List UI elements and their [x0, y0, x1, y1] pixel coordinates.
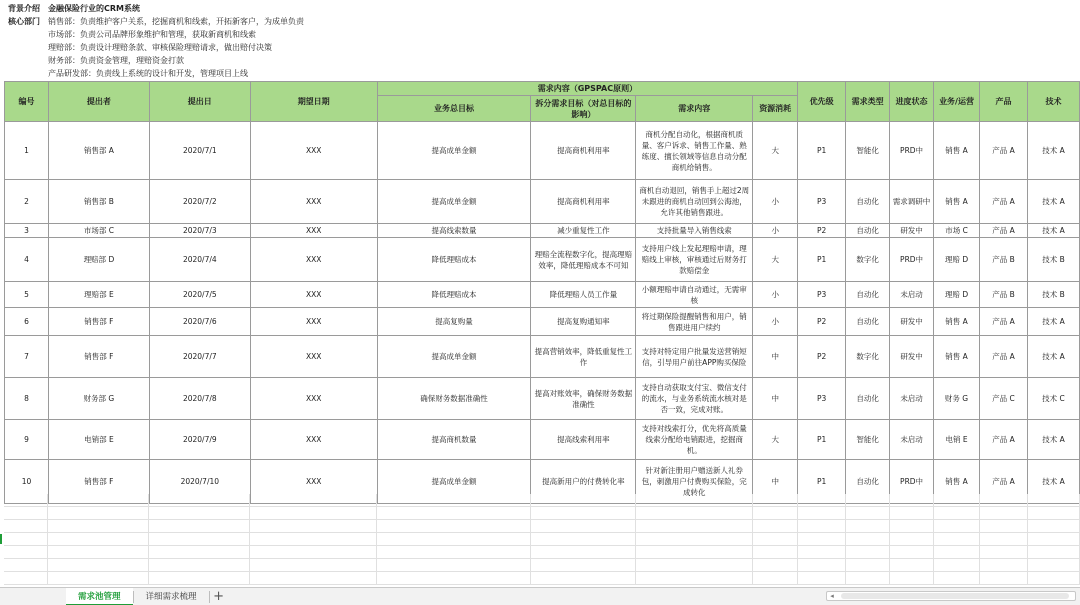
empty-cell[interactable] [798, 507, 846, 519]
header-biz[interactable]: 业务/运营 [934, 82, 980, 122]
intro-title-text[interactable]: 金融保险行业的CRM系统 [48, 4, 140, 13]
header-expected-date[interactable]: 期望日期 [250, 82, 377, 122]
empty-cell[interactable] [636, 520, 753, 532]
header-proposer[interactable]: 提出者 [48, 82, 149, 122]
cell-priority[interactable]: P2 [798, 336, 846, 378]
cell-tech[interactable]: 技术 A [1027, 180, 1079, 224]
cell-date[interactable]: 2020/7/1 [149, 122, 250, 180]
cell-goal[interactable]: 降低理赔成本 [377, 238, 531, 282]
cell-tech[interactable]: 技术 B [1027, 282, 1079, 308]
cell-priority[interactable]: P1 [798, 460, 846, 504]
cell-status[interactable]: 需求调研中 [890, 180, 934, 224]
cell-sub-goal[interactable]: 提高复购通知率 [531, 308, 636, 336]
cell-goal[interactable]: 提高成单金额 [377, 122, 531, 180]
empty-cell[interactable] [934, 572, 980, 584]
empty-cell[interactable] [753, 572, 798, 584]
cell-expected-date[interactable]: XXX [250, 282, 377, 308]
cell-id[interactable]: 2 [5, 180, 49, 224]
cell-proposer[interactable]: 销售部 A [48, 122, 149, 180]
empty-cell[interactable] [149, 559, 250, 571]
cell-status[interactable]: 未启动 [890, 378, 934, 420]
cell-tech[interactable]: 技术 A [1027, 122, 1079, 180]
cell-goal[interactable]: 提高线索数量 [377, 224, 531, 238]
cell-proposer[interactable]: 财务部 G [48, 378, 149, 420]
intro-dept-line[interactable]: 销售部：负责维护客户关系，挖掘商机和线索，开拓新客户，为成单负责 [48, 17, 304, 26]
cell-id[interactable]: 5 [5, 282, 49, 308]
cell-resource[interactable]: 大 [753, 238, 798, 282]
cell-tech[interactable]: 技术 B [1027, 238, 1079, 282]
table-row[interactable] [5, 378, 1080, 420]
empty-cell[interactable] [846, 520, 890, 532]
cell-priority[interactable]: P3 [798, 378, 846, 420]
cell-content[interactable]: 支持批量导入销售线索 [636, 224, 753, 238]
empty-cell[interactable] [48, 507, 149, 519]
cell-biz[interactable]: 理赔 D [934, 282, 980, 308]
cell-product[interactable]: 产品 A [980, 308, 1028, 336]
empty-cell[interactable] [531, 520, 636, 532]
cell-content[interactable]: 针对新注册用户赠送新人礼券包，刺激用户付费购买保险，完成转化 [636, 460, 753, 504]
empty-cell[interactable] [4, 533, 48, 545]
empty-cell[interactable] [980, 572, 1028, 584]
cell-status[interactable]: PRD中 [890, 122, 934, 180]
empty-cell[interactable] [1028, 533, 1080, 545]
empty-cell[interactable] [934, 533, 980, 545]
cell-goal[interactable]: 提高成单金额 [377, 336, 531, 378]
empty-cell[interactable] [377, 494, 531, 506]
cell-type[interactable]: 自动化 [846, 224, 890, 238]
cell-product[interactable]: 产品 B [980, 238, 1028, 282]
empty-cell[interactable] [798, 572, 846, 584]
cell-resource[interactable]: 中 [753, 460, 798, 504]
cell-expected-date[interactable]: XXX [250, 180, 377, 224]
cell-product[interactable]: 产品 A [980, 180, 1028, 224]
cell-status[interactable]: PRD中 [890, 460, 934, 504]
empty-cell[interactable] [149, 546, 250, 558]
empty-grid-row[interactable] [4, 546, 1080, 559]
intro-dept-line[interactable]: 市场部：负责公司品牌形象维护和管理，获取新商机和线索 [48, 30, 256, 39]
header-id[interactable]: 编号 [5, 82, 49, 122]
empty-grid-row[interactable] [4, 520, 1080, 533]
cell-date[interactable]: 2020/7/6 [149, 308, 250, 336]
intro-dept-line[interactable]: 产品研发部：负责线上系统的设计和开发，管理项目上线 [48, 69, 248, 78]
empty-cell[interactable] [890, 520, 934, 532]
cell-priority[interactable]: P3 [798, 282, 846, 308]
cell-product[interactable]: 产品 A [980, 336, 1028, 378]
intro-dept-line[interactable]: 财务部：负责资金管理，理赔资金打款 [48, 56, 184, 65]
cell-date[interactable]: 2020/7/10 [149, 460, 250, 504]
header-product[interactable]: 产品 [980, 82, 1028, 122]
cell-biz[interactable]: 销售 A [934, 308, 980, 336]
empty-cell[interactable] [250, 533, 377, 545]
empty-cell[interactable] [753, 520, 798, 532]
table-row[interactable] [5, 308, 1080, 336]
row-marker [0, 534, 2, 544]
empty-cell[interactable] [846, 507, 890, 519]
cell-content[interactable]: 将过期保险提醒销售和用户，销售跟进用户续约 [636, 308, 753, 336]
empty-cell[interactable] [753, 546, 798, 558]
empty-cell[interactable] [531, 559, 636, 571]
empty-cell[interactable] [636, 494, 753, 506]
cell-date[interactable]: 2020/7/2 [149, 180, 250, 224]
empty-cell[interactable] [798, 533, 846, 545]
cell-biz[interactable]: 理赔 D [934, 238, 980, 282]
cell-biz[interactable]: 销售 A [934, 336, 980, 378]
cell-sub-goal[interactable]: 提高线索利用率 [531, 420, 636, 460]
table-row[interactable] [5, 282, 1080, 308]
cell-expected-date[interactable]: XXX [250, 378, 377, 420]
cell-expected-date[interactable]: XXX [250, 308, 377, 336]
cell-resource[interactable]: 小 [753, 224, 798, 238]
cell-product[interactable]: 产品 A [980, 224, 1028, 238]
add-sheet-icon[interactable]: + [213, 588, 224, 604]
header-content[interactable]: 需求内容 [636, 96, 753, 122]
empty-cell[interactable] [4, 572, 48, 584]
cell-goal[interactable]: 提高复购量 [377, 308, 531, 336]
empty-cell[interactable] [250, 507, 377, 519]
header-tech[interactable]: 技术 [1027, 82, 1079, 122]
empty-cell[interactable] [149, 494, 250, 506]
cell-sub-goal[interactable]: 提高新用户的付费转化率 [531, 460, 636, 504]
cell-proposer[interactable]: 销售部 F [48, 460, 149, 504]
cell-product[interactable]: 产品 A [980, 460, 1028, 504]
cell-expected-date[interactable]: XXX [250, 336, 377, 378]
cell-date[interactable]: 2020/7/4 [149, 238, 250, 282]
cell-goal[interactable]: 提高成单金额 [377, 180, 531, 224]
cell-priority[interactable]: P1 [798, 238, 846, 282]
cell-priority[interactable]: P3 [798, 180, 846, 224]
table-row[interactable] [5, 180, 1080, 224]
header-priority[interactable]: 优先级 [798, 82, 846, 122]
empty-cell[interactable] [4, 546, 48, 558]
cell-product[interactable]: 产品 A [980, 122, 1028, 180]
empty-cell[interactable] [1028, 546, 1080, 558]
empty-cell[interactable] [890, 494, 934, 506]
cell-expected-date[interactable]: XXX [250, 224, 377, 238]
empty-cell[interactable] [250, 494, 377, 506]
cell-sub-goal[interactable]: 提高营销效率，降低重复性工作 [531, 336, 636, 378]
empty-cell[interactable] [934, 546, 980, 558]
empty-cell[interactable] [798, 520, 846, 532]
empty-cell[interactable] [798, 559, 846, 571]
cell-id[interactable]: 1 [5, 122, 49, 180]
empty-cell[interactable] [934, 494, 980, 506]
empty-cell[interactable] [636, 507, 753, 519]
tab-requirement-pool[interactable]: 需求池管理 [66, 588, 133, 605]
empty-cell[interactable] [636, 533, 753, 545]
cell-date[interactable]: 2020/7/3 [149, 224, 250, 238]
empty-cell[interactable] [846, 572, 890, 584]
cell-id[interactable]: 7 [5, 336, 49, 378]
cell-id[interactable]: 10 [5, 460, 49, 504]
empty-cell[interactable] [531, 546, 636, 558]
header-resource[interactable]: 资源消耗 [753, 96, 798, 122]
cell-resource[interactable]: 中 [753, 378, 798, 420]
empty-grid-row[interactable] [4, 507, 1080, 520]
cell-content[interactable]: 支持对特定用户批量发送营销短信，引导用户前往APP购买保险 [636, 336, 753, 378]
empty-cell[interactable] [980, 507, 1028, 519]
empty-cell[interactable] [531, 572, 636, 584]
empty-cell[interactable] [149, 533, 250, 545]
cell-date[interactable]: 2020/7/9 [149, 420, 250, 460]
empty-cell[interactable] [934, 507, 980, 519]
empty-cell[interactable] [753, 494, 798, 506]
cell-proposer[interactable]: 理赔部 E [48, 282, 149, 308]
cell-sub-goal[interactable]: 降低理赔人员工作量 [531, 282, 636, 308]
empty-cell[interactable] [890, 559, 934, 571]
empty-cell[interactable] [846, 546, 890, 558]
empty-cell[interactable] [48, 494, 149, 506]
requirements-table [4, 81, 1080, 504]
empty-cell[interactable] [890, 533, 934, 545]
empty-cell[interactable] [1028, 559, 1080, 571]
cell-type[interactable]: 自动化 [846, 180, 890, 224]
table-row[interactable] [5, 224, 1080, 238]
header-goal[interactable]: 业务总目标 [377, 96, 531, 122]
cell-resource[interactable]: 小 [753, 308, 798, 336]
cell-sub-goal[interactable]: 提高商机利用率 [531, 122, 636, 180]
empty-cell[interactable] [636, 572, 753, 584]
empty-cell[interactable] [377, 572, 531, 584]
header-status[interactable]: 进度状态 [890, 82, 934, 122]
cell-date[interactable]: 2020/7/7 [149, 336, 250, 378]
empty-cell[interactable] [934, 559, 980, 571]
empty-grid-row[interactable] [4, 533, 1080, 546]
cell-status[interactable]: PRD中 [890, 238, 934, 282]
empty-cell[interactable] [636, 559, 753, 571]
empty-cell[interactable] [531, 507, 636, 519]
cell-status[interactable]: 未启动 [890, 420, 934, 460]
empty-cell[interactable] [4, 559, 48, 571]
cell-priority[interactable]: P2 [798, 308, 846, 336]
empty-cell[interactable] [377, 507, 531, 519]
cell-biz[interactable]: 市场 C [934, 224, 980, 238]
cell-proposer[interactable]: 理赔部 D [48, 238, 149, 282]
empty-cell[interactable] [846, 494, 890, 506]
empty-cell[interactable] [846, 559, 890, 571]
intro-dept-line[interactable]: 理赔部：负责设计理赔条款、审核保险理赔请求，做出赔付决策 [48, 43, 272, 52]
cell-goal[interactable]: 提高成单金额 [377, 460, 531, 504]
cell-proposer[interactable]: 市场部 C [48, 224, 149, 238]
cell-content[interactable]: 支持用户线上发起理赔申请，理赔线上审核，审核通过后财务打款赔偿金 [636, 238, 753, 282]
cell-expected-date[interactable]: XXX [250, 238, 377, 282]
cell-type[interactable]: 智能化 [846, 420, 890, 460]
empty-cell[interactable] [531, 533, 636, 545]
cell-tech[interactable]: 技术 A [1027, 420, 1079, 460]
empty-cell[interactable] [250, 572, 377, 584]
cell-sub-goal[interactable]: 提高对账效率，确保财务数据准确性 [531, 378, 636, 420]
header-sub-goal[interactable]: 拆分需求目标（对总目标的影响） [531, 96, 636, 122]
empty-cell[interactable] [48, 572, 149, 584]
cell-expected-date[interactable]: XXX [250, 420, 377, 460]
cell-product[interactable]: 产品 A [980, 420, 1028, 460]
empty-cell[interactable] [377, 520, 531, 532]
cell-resource[interactable]: 小 [753, 180, 798, 224]
table-row[interactable] [5, 420, 1080, 460]
horizontal-scrollbar[interactable] [826, 591, 1076, 601]
tab-detail-requirements[interactable]: 详细需求梳理 [145, 591, 197, 602]
cell-type[interactable]: 自动化 [846, 378, 890, 420]
empty-cell[interactable] [890, 546, 934, 558]
cell-id[interactable]: 8 [5, 378, 49, 420]
cell-proposer[interactable]: 电销部 E [48, 420, 149, 460]
empty-cell[interactable] [753, 507, 798, 519]
cell-proposer[interactable]: 销售部 B [48, 180, 149, 224]
empty-cell[interactable] [1028, 507, 1080, 519]
cell-content[interactable]: 支持对线索打分，优先将高质量线索分配给电销跟进，挖掘商机。 [636, 420, 753, 460]
cell-biz[interactable]: 电销 E [934, 420, 980, 460]
cell-sub-goal[interactable]: 理赔全流程数字化，提高理赔效率，降低理赔成本不可知 [531, 238, 636, 282]
empty-cell[interactable] [250, 520, 377, 532]
cell-type[interactable]: 数字化 [846, 238, 890, 282]
intro-title-label[interactable]: 背景介绍 [8, 4, 40, 13]
table-row[interactable] [5, 122, 1080, 180]
empty-cell[interactable] [149, 520, 250, 532]
empty-cell[interactable] [980, 546, 1028, 558]
cell-status[interactable]: 研发中 [890, 308, 934, 336]
cell-tech[interactable]: 技术 A [1027, 224, 1079, 238]
cell-biz[interactable]: 销售 A [934, 460, 980, 504]
cell-resource[interactable]: 大 [753, 420, 798, 460]
header-group[interactable]: 需求内容（GPSPAC原则） [377, 82, 798, 96]
cell-id[interactable]: 9 [5, 420, 49, 460]
cell-goal[interactable]: 确保财务数据准确性 [377, 378, 531, 420]
empty-cell[interactable] [4, 507, 48, 519]
cell-expected-date[interactable]: XXX [250, 460, 377, 504]
empty-cell[interactable] [753, 533, 798, 545]
empty-cell[interactable] [753, 559, 798, 571]
cell-date[interactable]: 2020/7/5 [149, 282, 250, 308]
cell-priority[interactable]: P1 [798, 420, 846, 460]
empty-cell[interactable] [846, 533, 890, 545]
cell-id[interactable]: 4 [5, 238, 49, 282]
cell-sub-goal[interactable]: 提高商机利用率 [531, 180, 636, 224]
empty-cell[interactable] [980, 494, 1028, 506]
cell-id[interactable]: 6 [5, 308, 49, 336]
cell-status[interactable]: 研发中 [890, 336, 934, 378]
intro-block [8, 2, 608, 80]
empty-cell[interactable] [531, 494, 636, 506]
cell-product[interactable]: 产品 B [980, 282, 1028, 308]
cell-content[interactable]: 商机自动退回，销售手上超过2周未跟进的商机自动回到公海池，允许其他销售跟进。 [636, 180, 753, 224]
cell-date[interactable]: 2020/7/8 [149, 378, 250, 420]
empty-cell[interactable] [48, 546, 149, 558]
cell-tech[interactable]: 技术 C [1027, 378, 1079, 420]
empty-cell[interactable] [250, 559, 377, 571]
empty-cell[interactable] [250, 546, 377, 558]
cell-priority[interactable]: P1 [798, 122, 846, 180]
cell-content[interactable]: 商机分配自动化，根据商机质量、客户诉求、销售工作量、熟练度、擅长领域等信息自动分配商机给销售。 [636, 122, 753, 180]
empty-cell[interactable] [1028, 572, 1080, 584]
cell-resource[interactable]: 大 [753, 122, 798, 180]
cell-resource[interactable]: 中 [753, 336, 798, 378]
empty-cell[interactable] [980, 533, 1028, 545]
cell-tech[interactable]: 技术 A [1027, 336, 1079, 378]
header-date[interactable]: 提出日 [149, 82, 250, 122]
empty-cell[interactable] [149, 572, 250, 584]
cell-id[interactable]: 3 [5, 224, 49, 238]
cell-biz[interactable]: 销售 A [934, 180, 980, 224]
intro-dept-label[interactable]: 核心部门 [8, 17, 40, 26]
cell-type[interactable]: 自动化 [846, 282, 890, 308]
empty-rows [4, 494, 1080, 585]
empty-cell[interactable] [890, 572, 934, 584]
cell-priority[interactable]: P2 [798, 224, 846, 238]
empty-cell[interactable] [377, 546, 531, 558]
cell-proposer[interactable]: 销售部 F [48, 336, 149, 378]
cell-content[interactable]: 支持自动获取支付宝、微信支付的流水，与业务系统流水核对是否一致，完成对账。 [636, 378, 753, 420]
empty-cell[interactable] [1028, 494, 1080, 506]
cell-content[interactable]: 小额理赔申请自动通过，无需审核 [636, 282, 753, 308]
empty-cell[interactable] [48, 559, 149, 571]
empty-cell[interactable] [377, 559, 531, 571]
empty-cell[interactable] [980, 559, 1028, 571]
empty-cell[interactable] [48, 520, 149, 532]
cell-product[interactable]: 产品 C [980, 378, 1028, 420]
cell-type[interactable]: 自动化 [846, 308, 890, 336]
table-row[interactable] [5, 336, 1080, 378]
header-type[interactable]: 需求类型 [846, 82, 890, 122]
empty-cell[interactable] [890, 507, 934, 519]
empty-cell[interactable] [377, 533, 531, 545]
cell-proposer[interactable]: 销售部 F [48, 308, 149, 336]
cell-biz[interactable]: 销售 A [934, 122, 980, 180]
empty-cell[interactable] [48, 533, 149, 545]
empty-cell[interactable] [1028, 520, 1080, 532]
empty-cell[interactable] [636, 546, 753, 558]
cell-type[interactable]: 数字化 [846, 336, 890, 378]
empty-cell[interactable] [4, 494, 48, 506]
cell-biz[interactable]: 财务 G [934, 378, 980, 420]
cell-goal[interactable]: 降低理赔成本 [377, 282, 531, 308]
cell-type[interactable]: 智能化 [846, 122, 890, 180]
empty-cell[interactable] [934, 520, 980, 532]
empty-grid-row[interactable] [4, 494, 1080, 507]
cell-status[interactable]: 未启动 [890, 282, 934, 308]
cell-expected-date[interactable]: XXX [250, 122, 377, 180]
scroll-left-icon[interactable]: ◂ [830, 592, 834, 600]
empty-grid-row[interactable] [4, 572, 1080, 585]
empty-cell[interactable] [980, 520, 1028, 532]
cell-resource[interactable]: 小 [753, 282, 798, 308]
table-row[interactable] [5, 238, 1080, 282]
cell-sub-goal[interactable]: 减少重复性工作 [531, 224, 636, 238]
empty-cell[interactable] [798, 546, 846, 558]
empty-cell[interactable] [4, 520, 48, 532]
cell-tech[interactable]: 技术 A [1027, 460, 1079, 504]
empty-cell[interactable] [149, 507, 250, 519]
empty-grid-row[interactable] [4, 559, 1080, 572]
scrollbar-thumb[interactable] [841, 593, 1069, 599]
empty-cell[interactable] [798, 494, 846, 506]
cell-status[interactable]: 研发中 [890, 224, 934, 238]
cell-type[interactable]: 自动化 [846, 460, 890, 504]
cell-tech[interactable]: 技术 A [1027, 308, 1079, 336]
cell-goal[interactable]: 提高商机数量 [377, 420, 531, 460]
